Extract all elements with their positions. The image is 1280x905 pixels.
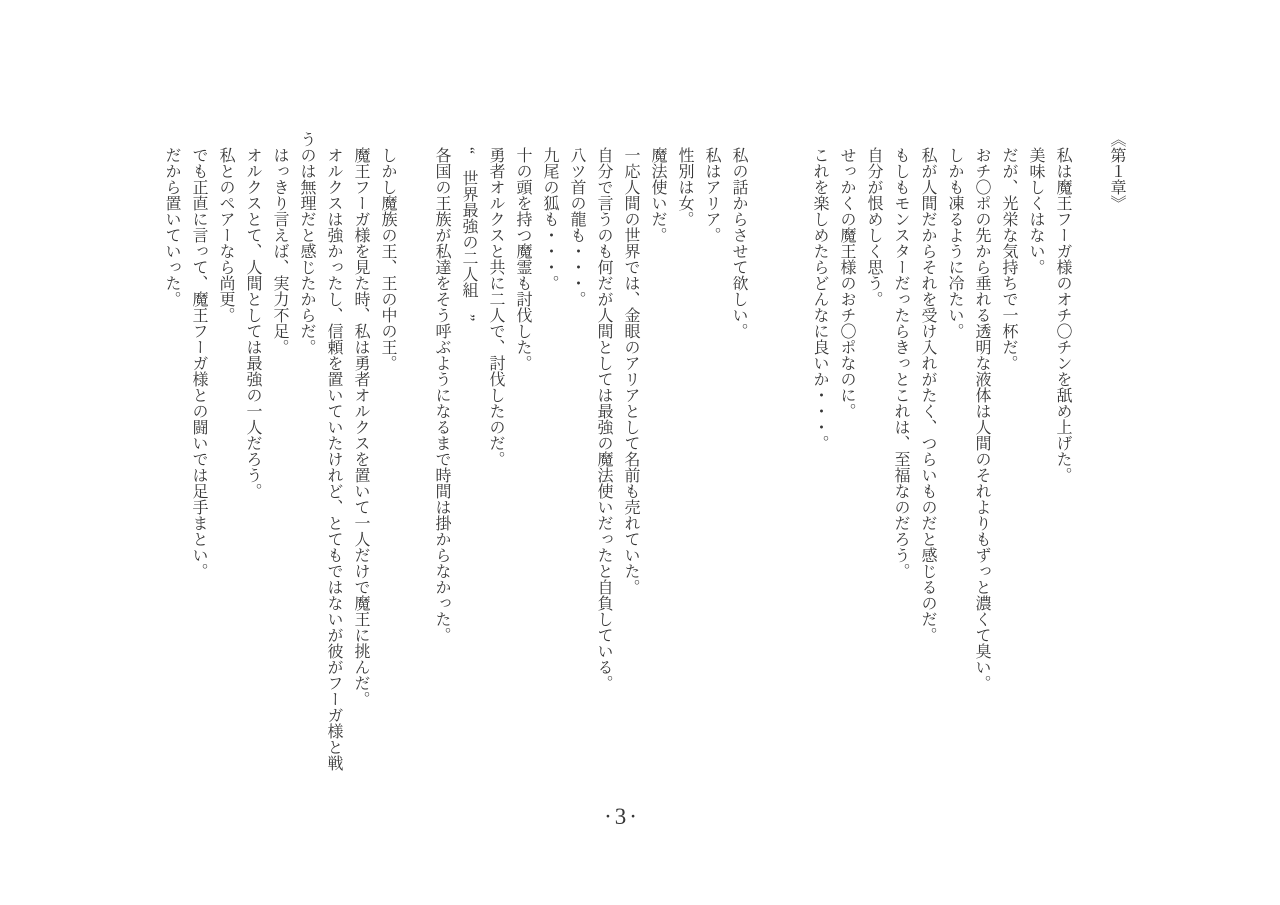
paragraph: 自分で言うのも何だが人間としては最強の魔法使いだったと自負している。 <box>595 147 612 691</box>
paragraph: しかも凍るように冷たい。 <box>946 147 963 339</box>
paragraph: オルクスとて、人間としては最強の一人だろう。 <box>244 147 261 499</box>
paragraph: せっかくの魔王様のおチ〇ポなのに。 <box>838 147 855 419</box>
paragraph: でも正直に言って、魔王フーガ様との闘いでは足手まとい。 <box>190 147 207 579</box>
paragraph: 私は魔王フーガ様のオチ〇チンを舐め上げた。 <box>1054 147 1071 483</box>
paragraph: 私とのペアーなら尚更。 <box>217 147 234 323</box>
paragraph: 私の話からさせて欲しい。 <box>730 147 747 339</box>
paragraph: はっきり言えば、実力不足。 <box>271 147 288 355</box>
paragraph: “ 世界最強の二人組 ” <box>460 147 477 322</box>
page-text <box>158 131 1130 773</box>
paragraph: 美味しくはない。 <box>1027 147 1044 275</box>
paragraph: 私はアリア。 <box>703 147 720 243</box>
blank-line <box>401 131 428 773</box>
paragraph: しかし魔族の王、王の中の王。 <box>379 147 396 371</box>
paragraph: 性別は女。 <box>676 147 693 227</box>
paragraph: 十の頭を持つ魔霊も討伐した。 <box>514 147 531 371</box>
paragraph: 九尾の狐も・・・。 <box>541 147 558 291</box>
paragraph: もしもモンスターだったらきっとこれは、至福なのだろう。 <box>892 147 909 579</box>
paragraph: 魔王フーガ様を見た時、私は勇者オルクスを置いて一人だけで魔王に挑んだ。 <box>352 147 369 707</box>
paragraph: 各国の王族が私達をそう呼ぶようになるまで時間は掛からなかった。 <box>433 147 450 643</box>
paragraph: これを楽しめたらどんなに良いか・・・。 <box>811 147 828 451</box>
blank-line <box>1076 131 1103 773</box>
paragraph: オルクスは強かったし、信頼を置いていたけれど、とてもではないが彼がフーガ様と戦うのは無理だと感じたからだ。 <box>298 131 342 771</box>
paragraph: 魔法使いだ。 <box>649 147 666 243</box>
page-number: ·3· <box>604 804 640 829</box>
paragraph: だが、光栄な気持ちで一杯だ。 <box>1000 147 1017 371</box>
paragraph: 勇者オルクスと共に二人で、討伐したのだ。 <box>487 147 504 467</box>
paragraph: 八ツ首の龍も・・・。 <box>568 147 585 307</box>
paragraph: 私が人間だからそれを受け入れがたく、つらいものだと感じるのだ。 <box>919 147 936 643</box>
paragraph: 自分が恨めしく思う。 <box>865 147 882 307</box>
blank-line <box>752 131 779 773</box>
paragraph: だから置いていった。 <box>163 147 180 307</box>
blank-line <box>779 131 806 773</box>
chapter-heading: 《第１章》 <box>1108 131 1125 211</box>
paragraph: 一応人間の世界では、金眼のアリアとして名前も売れていた。 <box>622 147 639 595</box>
paragraph: おチ〇ポの先から垂れる透明な液体は人間のそれよりもずっと濃くて臭い。 <box>973 147 990 691</box>
